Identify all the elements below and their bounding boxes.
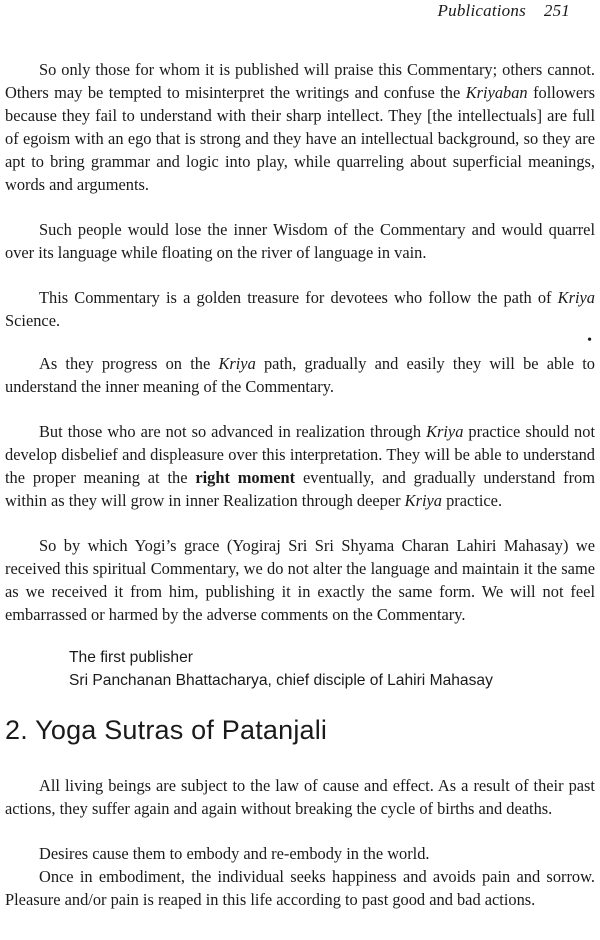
section-paragraph-1: All living beings are subject to the law of cause and effect. As a result of their past actions, they suffer again and again without breaking the cycle of births and deaths. — [5, 776, 595, 818]
paragraph-1 — [5, 58, 595, 196]
paragraph-3-text-a: This Commentary is a golden treasure for devotees who follow the path of — [39, 288, 558, 307]
paragraph-4-text-c: path, gradually and easily they will be able to understand the inner meaning of the Commentary. — [5, 354, 596, 396]
section-paragraph-2: Desires cause them to embody and re-embody in the world. — [39, 844, 430, 863]
running-header — [438, 0, 570, 22]
signature-line-2: Sri Panchanan Bhattacharya, chief disciple of Lahiri Mahasay — [69, 672, 493, 689]
stray-mark-row — [5, 332, 595, 350]
paragraph-5-text-a: But those who are not so advanced in realization through — [39, 422, 427, 441]
paragraph-5-text-g: practice. — [442, 491, 503, 510]
paragraph-4 — [5, 352, 595, 398]
paragraph-5-term-kriya-1: Kriya — [426, 422, 464, 441]
paragraph-4-term-kriya: Kriya — [218, 354, 256, 373]
paragraph-3-term-kriya: Kriya — [557, 288, 595, 307]
paragraph-1-text-c: followers because they fail to understand with their sharp intellect. They [the intellectuals] are full of egoism with an ego that is strong and they have an intellectual background, so they are apt to bring grammar and logic into play, while quarreling about superficial meanings, words and arguments. — [5, 83, 595, 194]
paragraph-5-text-e: eventually, and gradually understand from within as they will grow in inner Realization through deeper — [5, 468, 595, 510]
paragraph-2: Such people would lose the inner Wisdom of the Commentary and would quarrel over its language while floating on the river of language in vain. — [5, 220, 595, 262]
signature-line-1: The first publisher — [69, 649, 193, 666]
paragraph-1-term-kriyaban: Kriyaban — [465, 83, 528, 102]
paragraph-1-text-a: So only those for whom it is published will praise this Commentary; others cannot. Others may be tempted to misinterpret the writings and confuse the — [5, 60, 595, 102]
paragraph-5 — [5, 420, 595, 512]
stray-mark: • — [587, 333, 592, 348]
page-body — [5, 58, 595, 911]
paragraph-4-text-a: As they progress on the — [39, 354, 219, 373]
section-paragraph-3: Once in embodiment, the individual seeks happiness and avoids pain and sorrow. Pleasure and/or pain is reaped in this life according to past good and bad actions. — [5, 867, 595, 909]
paragraph-5-term-kriya-2: Kriya — [404, 491, 442, 510]
signature-block — [5, 646, 595, 692]
paragraph-5-text-c: practice should not develop disbelief and displeasure over this interpretation. They will be able to understand the proper meaning at the — [5, 422, 595, 487]
paragraph-5-emphasis: right moment — [195, 468, 296, 487]
running-title: Publications — [437, 1, 526, 20]
paragraph-3 — [5, 286, 595, 332]
paragraph-6: So by which Yogi’s grace (Yogiraj Sri Sri Shyama Charan Lahiri Mahasay) we received this spiritual Commentary, we do not alter the language and maintain it the same as we received it from him, publishing it in exactly the same form. We will not feel embarrassed or harmed by the adverse comments on the Commentary. — [5, 536, 595, 624]
page-number: 251 — [543, 1, 570, 20]
section-heading: 2. Yoga Sutras of Patanjali — [5, 715, 328, 745]
paragraph-3-text-c: Science. — [5, 311, 61, 330]
